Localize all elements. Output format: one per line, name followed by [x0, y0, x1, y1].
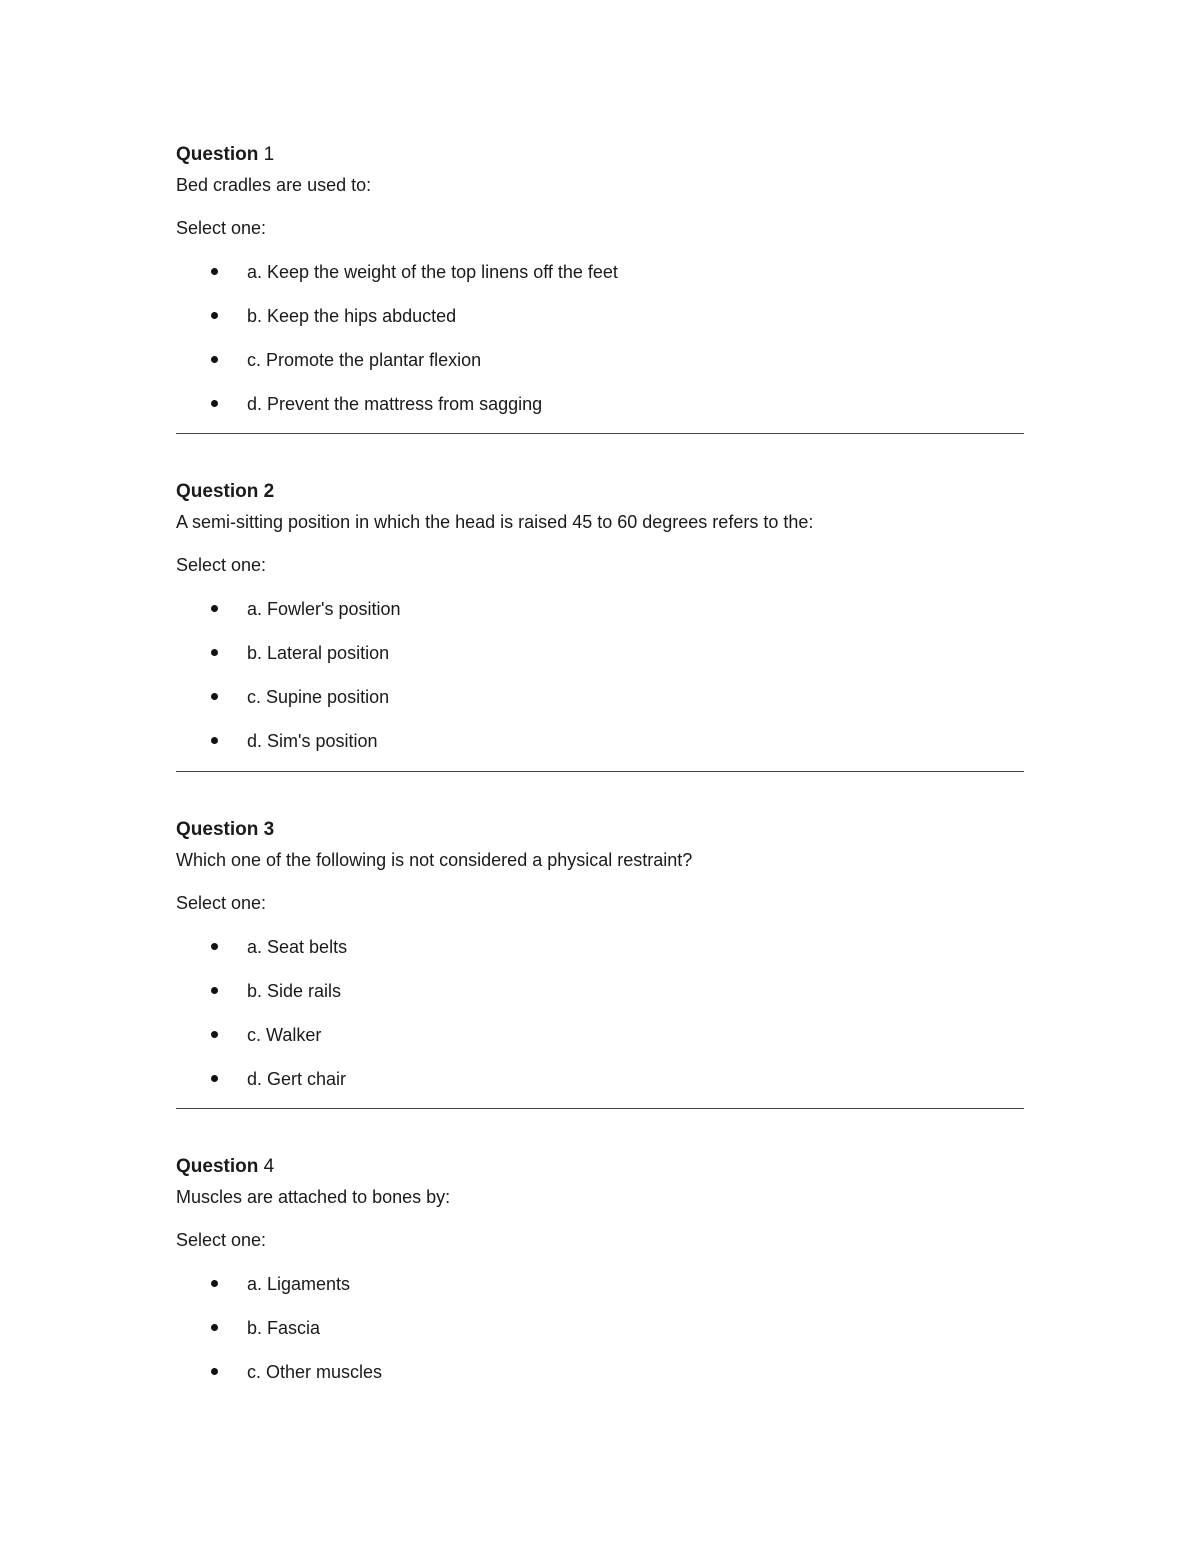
- option-label: c. Walker: [247, 1025, 322, 1045]
- option-label: a. Fowler's position: [247, 599, 401, 619]
- option-label: c. Promote the plantar flexion: [247, 350, 482, 370]
- bullet-icon: [211, 356, 218, 363]
- bullet-icon: [211, 649, 218, 656]
- bullet-icon: [211, 1031, 218, 1038]
- question-number: 3: [263, 819, 275, 840]
- option-label: b. Side rails: [247, 981, 342, 1001]
- option-label: d. Sim's position: [247, 731, 378, 751]
- question-divider: [176, 1108, 1024, 1109]
- question-text: Which one of the following is not considered a physical restraint?: [176, 850, 693, 870]
- select-one-label: Select one:: [176, 893, 267, 913]
- option-label: b. Lateral position: [247, 643, 390, 663]
- bullet-icon: [211, 943, 218, 950]
- select-one-label: Select one:: [176, 555, 267, 575]
- bullet-icon: [211, 400, 218, 407]
- option-label: c. Other muscles: [247, 1362, 383, 1382]
- question-number: 1: [263, 144, 275, 165]
- bullet-icon: [211, 737, 218, 744]
- option-label: c. Supine position: [247, 687, 390, 707]
- question-title-word: Question: [176, 1156, 259, 1177]
- select-one-label: Select one:: [176, 218, 267, 238]
- question-number: 4: [263, 1156, 275, 1177]
- option-label: b. Keep the hips abducted: [247, 306, 457, 326]
- question-title-word: Question: [176, 819, 259, 840]
- question-title: [176, 143, 274, 167]
- question-title-word: Question: [176, 144, 259, 165]
- option-label: d. Prevent the mattress from sagging: [247, 394, 543, 414]
- question-text: A semi-sitting position in which the head is raised 45 to 60 degrees refers to the:: [176, 512, 814, 532]
- question-text: Muscles are attached to bones by:: [176, 1187, 451, 1207]
- bullet-icon: [211, 1368, 218, 1375]
- option-label: a. Seat belts: [247, 937, 348, 957]
- select-one-label: Select one:: [176, 1230, 267, 1250]
- bullet-icon: [211, 605, 218, 612]
- question-title-word: Question: [176, 481, 259, 502]
- bullet-icon: [211, 312, 218, 319]
- question-text: Bed cradles are used to:: [176, 175, 372, 195]
- bullet-icon: [211, 1280, 218, 1287]
- option-label: d. Gert chair: [247, 1069, 347, 1089]
- question-number: 2: [263, 481, 275, 502]
- question-divider: [176, 771, 1024, 772]
- bullet-icon: [211, 268, 218, 275]
- bullet-icon: [211, 1324, 218, 1331]
- option-label: b. Fascia: [247, 1318, 321, 1338]
- question-title: [176, 1155, 274, 1179]
- bullet-icon: [211, 693, 218, 700]
- question-title: [176, 480, 274, 504]
- option-label: a. Ligaments: [247, 1274, 351, 1294]
- question-divider: [176, 433, 1024, 434]
- bullet-icon: [211, 987, 218, 994]
- question-title: [176, 818, 274, 842]
- bullet-icon: [211, 1075, 218, 1082]
- option-label: a. Keep the weight of the top linens off the feet: [247, 262, 618, 282]
